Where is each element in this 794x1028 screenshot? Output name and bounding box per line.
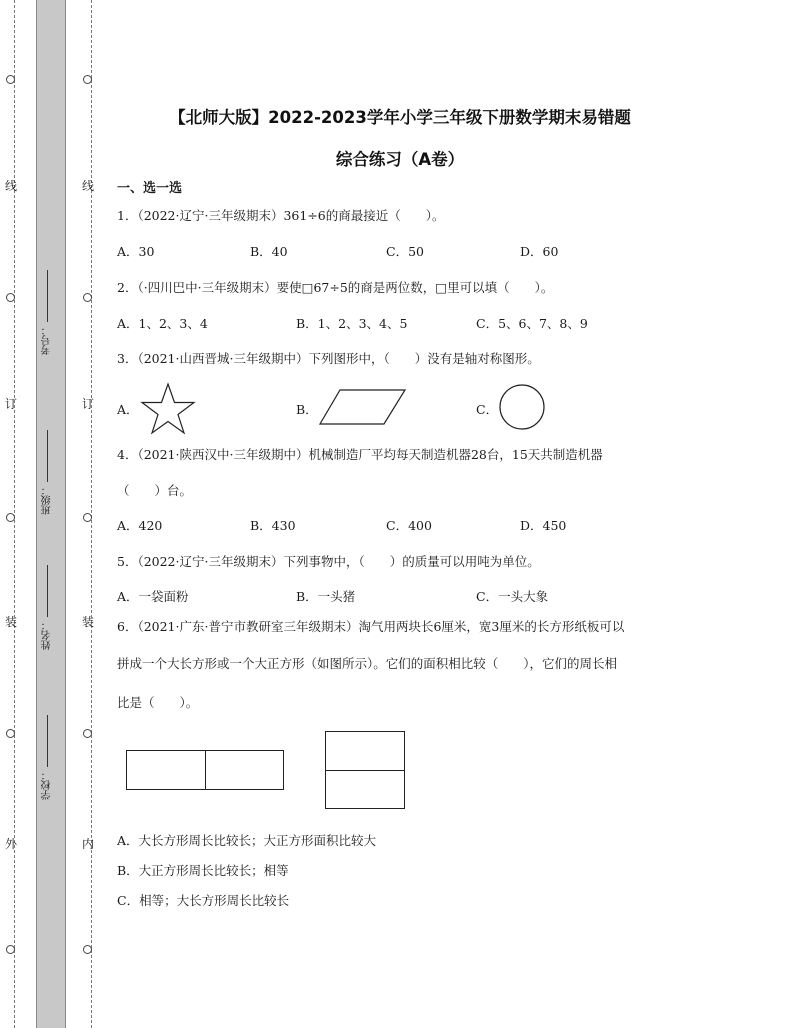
big-rectangle-divider [205,750,206,790]
question-6-cont: 拼成一个大长方形或一个大正方形（如图所示）。它们的面积相比较（ ），它们的周长相 [117,656,618,671]
outer-char-xian: 线 [4,179,17,193]
q1-option-d[interactable]: D．60 [520,244,559,259]
inner-char-nei: 内 [81,837,94,851]
school-field [42,715,58,800]
name-line[interactable] [48,565,49,617]
question-5: 5．（2022·辽宁·三年级期末）下列事物中，（ ）的质量可以用吨为单位。 [117,554,540,569]
q4-option-d[interactable]: D．450 [520,518,567,533]
school-line[interactable] [48,715,49,767]
big-square-divider [325,770,405,771]
page-title-line1: 【北师大版】2022-2023学年小学三年级下册数学期末易错题 [169,108,631,127]
binding-hole-icon [6,513,15,522]
binding-hole-icon [6,75,15,84]
outer-char-ding: 订 [4,397,17,411]
q2-option-a[interactable]: A．1、2、3、4 [117,316,208,331]
section-heading: 一、选一选 [117,181,183,196]
q2-option-c[interactable]: C．5、6、7、8、9 [476,316,588,331]
q2-option-b[interactable]: B．1、2、3、4、5 [296,316,408,331]
q4-option-c[interactable]: C．400 [386,518,432,533]
q5-option-a[interactable]: A．一袋面粉 [117,589,189,604]
binding-hole-icon [6,729,15,738]
question-1: 1．（2022·辽宁·三年级期末）361÷6的商最接近（ ）。 [117,208,445,223]
binding-hole-icon [83,729,92,738]
q4-option-a[interactable]: A．420 [117,518,163,533]
star-shape [139,382,197,436]
parallelogram-shape [318,388,408,426]
inner-char-zhuang: 装 [81,615,94,629]
inner-char-xian: 线 [81,179,94,193]
question-4-cont: （ ）台。 [117,483,193,498]
inner-char-ding: 订 [81,397,94,411]
question-3: 3．（2021·山西晋城·三年级期中）下列图形中，（ ）没有是轴对称图形。 [117,351,540,366]
binding-margin [0,0,100,1028]
class-field [42,430,58,515]
q6-option-b[interactable]: B．大正方形周长比较长；相等 [117,863,289,878]
circle-shape [496,383,548,431]
q1-option-a[interactable]: A．30 [117,244,155,259]
q4-option-b[interactable]: B．430 [250,518,296,533]
outer-char-zhuang: 装 [4,615,17,629]
binding-hole-icon [83,75,92,84]
binding-hole-icon [83,945,92,954]
question-2: 2．（·四川巴中·三年级期末）要使□67÷5的商是两位数，□里可以填（ ）。 [117,280,554,295]
q5-option-c[interactable]: C．一头大象 [476,589,549,604]
exam-number-line[interactable] [48,270,49,322]
binding-hole-icon [83,513,92,522]
outer-char-wai: 外 [4,837,17,851]
question-6-cont2: 比是（ ）。 [117,695,199,710]
q6-option-a[interactable]: A．大长方形周长比较长；大正方形面积比较大 [117,833,377,848]
question-4: 4．（2021·陕西汉中·三年级期中）机械制造厂平均每天制造机器28台，15天共制造机器 [117,447,603,462]
class-label: 班级： [42,485,53,515]
q3-option-a[interactable]: A． [117,402,139,417]
exam-number-label: 考号： [42,325,53,355]
q1-option-c[interactable]: C．50 [386,244,424,259]
school-label: 学校： [42,770,53,800]
class-line[interactable] [48,430,49,482]
q6-option-c[interactable]: C．相等；大长方形周长比较长 [117,893,290,908]
name-label: 姓名： [42,620,53,650]
q5-option-b[interactable]: B．一头猪 [296,589,356,604]
binding-hole-icon [6,293,15,302]
binding-hole-icon [83,293,92,302]
page-title-line2: 综合练习（A卷） [335,150,465,169]
name-field [42,565,58,650]
exam-number-field [42,270,58,355]
q1-option-b[interactable]: B．40 [250,244,288,259]
binding-hole-icon [6,945,15,954]
q3-option-c[interactable]: C． [476,402,499,417]
q3-option-b[interactable]: B． [296,402,318,417]
question-6: 6．（2021·广东·普宁市教研室三年级期末）淘气用两块长6厘米，宽3厘米的长方形纸板可以 [117,619,625,634]
